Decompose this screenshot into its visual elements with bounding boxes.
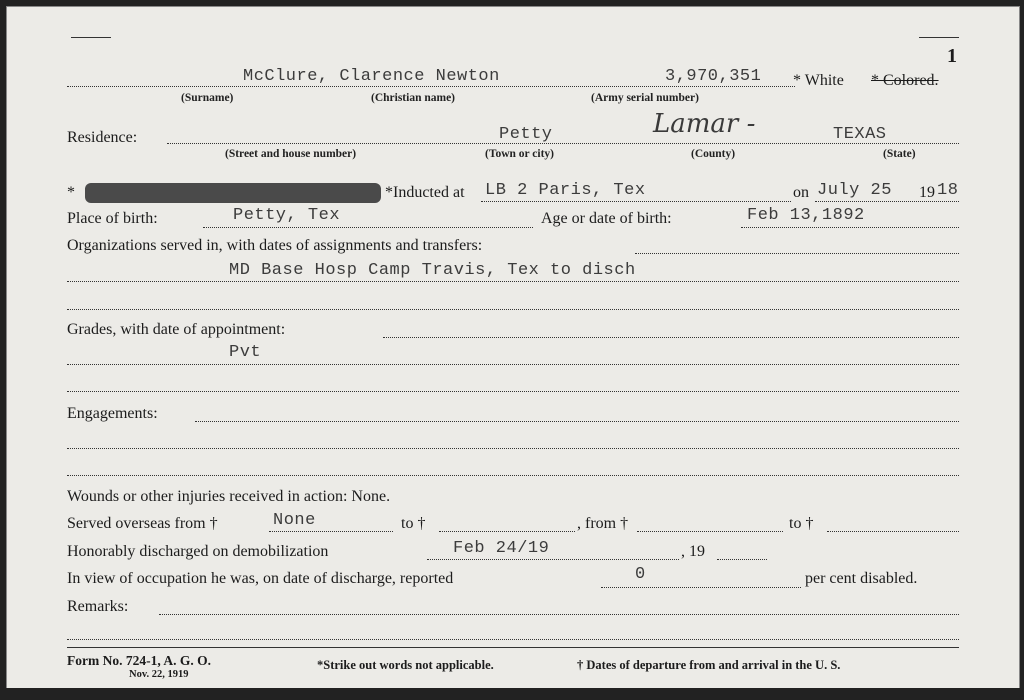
disability-suffix: per cent disabled. — [805, 570, 918, 587]
on-label: on — [793, 184, 809, 201]
service-record-card — [6, 6, 1020, 690]
organizations-label: Organizations served in, with dates of assignments and transfers: — [67, 237, 483, 254]
scan-bottom-edge — [0, 688, 1024, 700]
grades-line-1 — [383, 337, 959, 338]
organizations-value: MD Base Hosp Camp Travis, Tex to disch — [229, 261, 636, 280]
year-prefix: 19 — [919, 184, 935, 201]
discharge-line — [427, 559, 679, 560]
footer-rule — [67, 647, 959, 648]
serial-caption: (Army serial number) — [591, 92, 699, 104]
discharge-label: Honorably discharged on demobilization — [67, 543, 329, 560]
inducted-date: July 25 — [817, 181, 892, 200]
overseas-from-value: None — [273, 511, 316, 530]
disability-line — [601, 587, 801, 588]
soldier-name: McClure, Clarence Newton — [243, 67, 500, 86]
residence-state: TEXAS — [833, 125, 887, 144]
organizations-line-3 — [67, 309, 959, 310]
overseas-to-line — [439, 531, 575, 532]
inducted-line — [481, 201, 791, 202]
grades-value: Pvt — [229, 343, 262, 362]
date-line — [815, 201, 959, 202]
strike-note: *Strike out words not applicable. — [317, 658, 494, 672]
form-number: Form No. 724-1, A. G. O. — [67, 653, 211, 668]
overseas-to2-line — [827, 531, 959, 532]
redacted-enlisted-block — [85, 183, 381, 203]
disability-label: In view of occupation he was, on date of discharge, reported — [67, 570, 454, 587]
discharge-year-label: , 19 — [681, 543, 705, 560]
enlisted-star: * — [67, 184, 75, 201]
county-caption: (County) — [691, 148, 736, 160]
engagements-label: Engagements: — [67, 405, 158, 422]
form-date: Nov. 22, 1919 — [129, 669, 189, 680]
card-number: 1 — [947, 45, 957, 67]
overseas-label: Served overseas from † — [67, 515, 218, 532]
residence-county: Lamar - — [653, 109, 756, 139]
birthplace-label: Place of birth: — [67, 210, 158, 227]
birthplace-line — [203, 227, 533, 228]
town-caption: (Town or city) — [485, 148, 554, 160]
organizations-line-1 — [635, 253, 959, 254]
birthplace: Petty, Tex — [233, 206, 341, 225]
organizations-line-2 — [67, 281, 959, 282]
inducted-label: *Inducted at — [385, 184, 465, 201]
dates-note: † Dates of departure from and arrival in the U. S. — [577, 658, 841, 672]
engagements-line-3 — [67, 475, 959, 476]
discharge-year-line — [717, 559, 767, 560]
year-suffix: 18 — [937, 181, 959, 200]
engagements-line-1 — [195, 421, 959, 422]
surname-caption: (Surname) — [181, 92, 234, 104]
remarks-label: Remarks: — [67, 598, 129, 615]
overseas-from-line — [269, 531, 393, 532]
grades-label: Grades, with date of appointment: — [67, 321, 286, 338]
top-right-rule — [919, 37, 959, 38]
discharge-date: Feb 24/19 — [453, 539, 550, 558]
state-caption: (State) — [883, 148, 916, 160]
wounds-statement: Wounds or other injuries received in action: None. — [67, 488, 391, 505]
birth-date: Feb 13,1892 — [747, 206, 865, 225]
disability-value: 0 — [635, 565, 646, 584]
residence-label: Residence: — [67, 129, 138, 146]
overseas-to2-label: to † — [789, 515, 814, 532]
white-label: * White — [793, 72, 844, 89]
inducted-place: LB 2 Paris, Tex — [485, 181, 646, 200]
remarks-line-1 — [159, 614, 959, 615]
overseas-from2-line — [637, 531, 783, 532]
army-serial-number: 3,970,351 — [665, 67, 762, 86]
grades-line-2 — [67, 364, 959, 365]
header-line — [67, 86, 795, 87]
birth-date-line — [741, 227, 959, 228]
street-caption: (Street and house number) — [225, 148, 357, 160]
christian-name-caption: (Christian name) — [371, 92, 456, 104]
residence-town: Petty — [499, 125, 553, 144]
overseas-from2-label: , from † — [577, 515, 629, 532]
remarks-line-2 — [67, 639, 959, 640]
engagements-line-2 — [67, 448, 959, 449]
birth-date-label: Age or date of birth: — [541, 210, 672, 227]
top-left-rule — [71, 37, 111, 38]
overseas-to-label: to † — [401, 515, 426, 532]
grades-line-3 — [67, 391, 959, 392]
colored-label: * Colored. — [871, 72, 939, 89]
